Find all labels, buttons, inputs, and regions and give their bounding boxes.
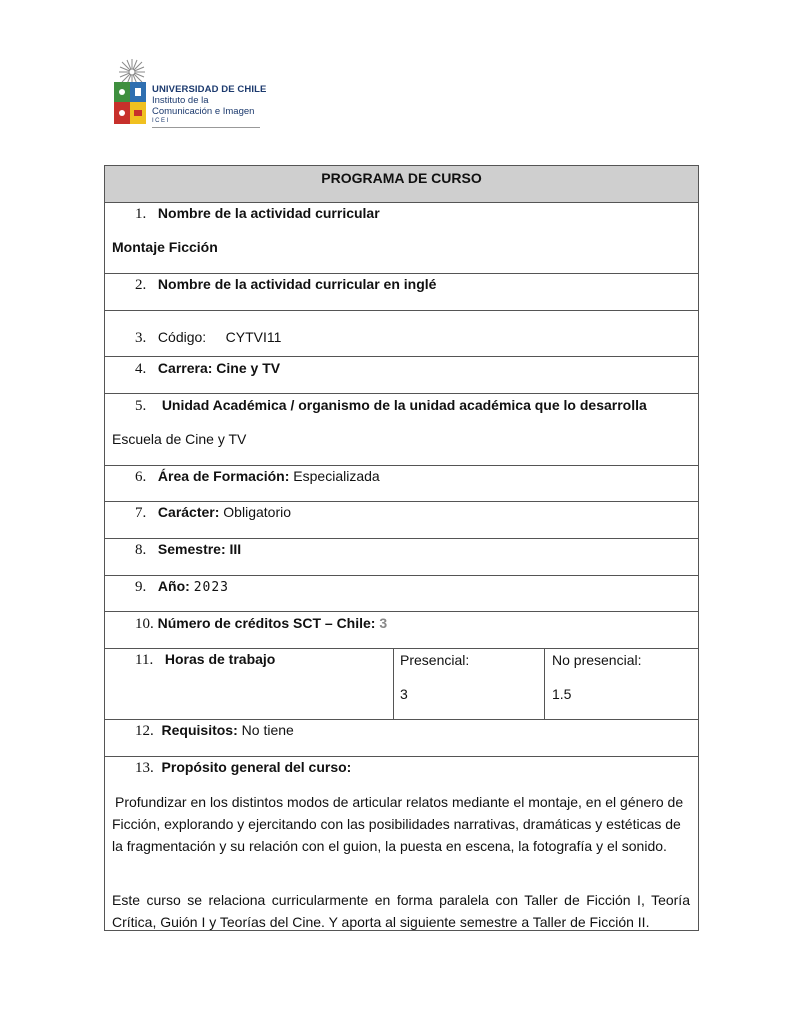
row-credits <box>105 611 698 648</box>
label-training-area: Área de Formación: <box>157 468 290 484</box>
value-training-area: Especializada <box>293 468 380 484</box>
value-year: 2023 <box>193 580 230 595</box>
cell-divider <box>393 649 394 719</box>
row-work-hours <box>105 648 698 719</box>
label-activity-name-english: Nombre de la actividad curricular en inglé <box>157 276 437 292</box>
relation-paragraph: Este curso se relaciona curricularmente en forma paralela con Taller de Ficción I, Teoría Crítica, Guión I y Teorías del Cine. Y aporta al siguiente semestre a Taller de Ficción II. <box>112 892 690 930</box>
item-8: 8. Semestre: III <box>135 541 242 558</box>
value-presencial: 3 <box>400 686 408 702</box>
label-no-presencial: No presencial: <box>552 652 642 668</box>
row-training-area <box>105 465 698 501</box>
row-career <box>105 356 698 393</box>
row-requirements <box>105 719 698 756</box>
value-no-presencial: 1.5 <box>552 686 572 702</box>
label-career: Carrera: Cine y TV <box>157 360 281 376</box>
university-logo <box>110 58 270 128</box>
label-semester: Semestre: III <box>157 541 242 557</box>
logo-divider <box>152 127 260 128</box>
shield-icon <box>114 82 146 124</box>
label-credits: Número de créditos SCT – Chile: <box>157 615 376 631</box>
course-program-table <box>104 165 699 931</box>
item-11: 11. Horas de trabajo <box>135 651 276 668</box>
logo-acronym: ICEI <box>152 118 170 124</box>
item-10: 10. Número de créditos SCT – Chile: 3 <box>135 615 388 632</box>
cell-divider <box>544 649 545 719</box>
label-requirements: Requisitos: <box>161 722 238 738</box>
value-academic-unit: Escuela de Cine y TV <box>112 431 247 447</box>
logo-university-name: UNIVERSIDAD DE CHILE <box>152 84 267 95</box>
row-year <box>105 575 698 611</box>
table-title: PROGRAMA DE CURSO <box>321 170 482 186</box>
value-character: Obligatorio <box>223 504 291 520</box>
label-course-purpose: Propósito general del curso: <box>161 759 352 775</box>
label-year: Año: <box>157 578 190 594</box>
logo-institute-line2: Comunicación e Imagen <box>152 106 255 117</box>
item-1: 1. Nombre de la actividad curricular <box>135 205 380 222</box>
row-semester <box>105 538 698 575</box>
table-header <box>105 166 698 202</box>
value-credits: 3 <box>379 615 388 631</box>
label-academic-unit: Unidad Académica / organismo de la unidad académica que lo desarrolla <box>161 397 647 413</box>
row-activity-name-english <box>105 273 698 310</box>
row-code <box>105 310 698 356</box>
item-4: 4. Carrera: Cine y TV <box>135 360 281 377</box>
row-course-purpose <box>105 756 698 930</box>
item-3: 3. Código: CYTVI11 <box>135 329 282 346</box>
value-activity-name: Montaje Ficción <box>112 239 218 255</box>
row-activity-name <box>105 202 698 273</box>
label-code: Código: <box>157 329 207 345</box>
value-code: CYTVI11 <box>225 329 282 345</box>
label-presencial: Presencial: <box>400 652 470 668</box>
label-character: Carácter: <box>157 504 220 520</box>
label-activity-name: Nombre de la actividad curricular <box>157 205 380 221</box>
item-12: 12. Requisitos: No tiene <box>135 722 294 739</box>
item-7: 7. Carácter: Obligatorio <box>135 504 291 521</box>
item-9: 9. Año: 2023 <box>135 578 230 595</box>
purpose-paragraph: Profundizar en los distintos modos de articular relatos mediante el montaje, en el género de Ficción, explorando y ejercitando con las posibilidades narrativas, dramáticas y estéticas de la fragmentación y su relación con el guion, la puesta en escena, la fotografía y el sonido. <box>112 794 684 854</box>
label-work-hours: Horas de trabajo <box>164 651 276 667</box>
logo-institute-line1: Instituto de la <box>152 95 209 106</box>
item-2: 2. Nombre de la actividad curricular en inglé <box>135 276 437 293</box>
row-character <box>105 501 698 538</box>
item-5: 5. Unidad Académica / organismo de la unidad académica que lo desarrolla <box>135 397 647 414</box>
row-academic-unit <box>105 393 698 465</box>
value-requirements: No tiene <box>241 722 294 738</box>
item-13: 13. Propósito general del curso: <box>135 759 352 776</box>
item-6: 6. Área de Formación: Especializada <box>135 468 380 485</box>
